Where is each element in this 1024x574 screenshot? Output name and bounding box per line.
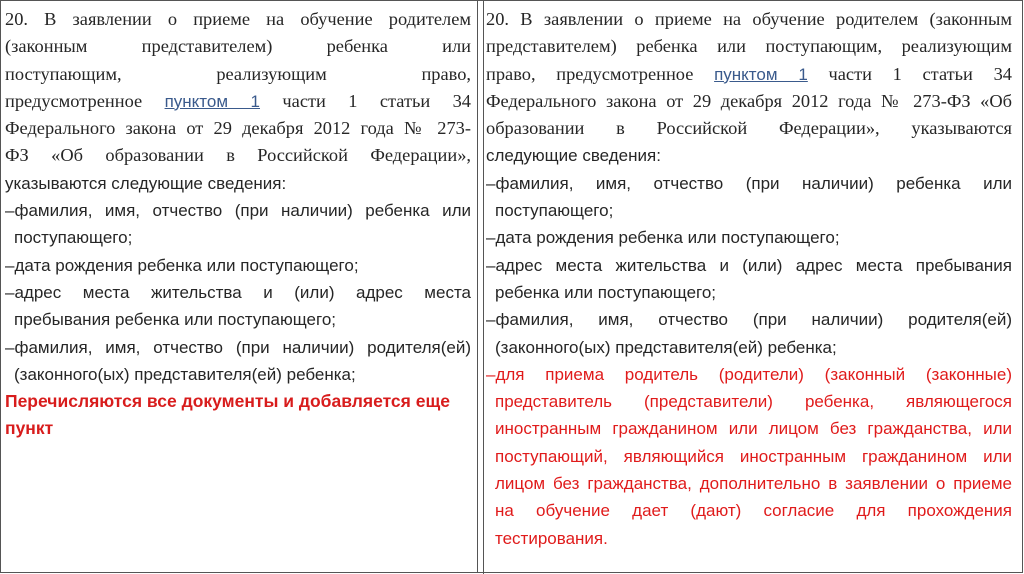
dash-marker: – (5, 282, 15, 302)
list-item-text: дата рождения ребенка или поступающего; (14, 255, 359, 275)
list-item-text: дата рождения ребенка или поступающего; (495, 228, 840, 248)
left-intro-line: 20. В заявлении о приеме на обучение родителем (5, 9, 471, 29)
new-text-column (478, 1, 1022, 572)
dash-marker: – (486, 173, 496, 193)
right-intro-fragment: право, предусмотренное (486, 63, 694, 84)
right-intro-line (486, 61, 1012, 88)
column-divider (477, 0, 484, 574)
link-punkt-1[interactable]: пунктом 1 (164, 91, 260, 111)
list-item-text: фамилия, имя, отчество (при наличии) родителя(ей) (законного(ых) представителя(ей) ребенка; (495, 310, 1012, 357)
right-intro-line: следующие сведения: (486, 146, 661, 166)
right-intro-line: 20. В заявлении о приеме на обучение родителем (законным (486, 9, 1012, 29)
left-intro-fragment: части 1 статьи 34 (282, 90, 471, 111)
left-intro-line: ФЗ «Об образовании в Российской Федерации», (5, 145, 471, 166)
dash-marker: – (5, 201, 15, 221)
left-intro-line: Федерального закона от 29 декабря 2012 года № 273- (5, 118, 471, 139)
right-intro-line: представителем) ребенка или поступающим, реализующим (486, 36, 1012, 57)
right-intro-line: Федерального закона от 29 декабря 2012 года № 273-ФЗ «Об (486, 90, 1012, 111)
list-item (5, 279, 471, 334)
dash-marker: – (5, 337, 15, 357)
list-item-text: фамилия, имя, отчество (при наличии) родителя(ей) (законного(ых) представителя(ей) ребенка; (14, 337, 471, 384)
list-item-text: для приема родитель (родители) (законный (законные) представитель (представители) ребенка, являющегося иностранным гражданином или лицом без гражданства, или поступающий, являющийся иностранным гражданином или лицом без гражданства, дополнительно в заявлении о приеме на обучение дает (дают) согласие для прохождения тестирования. (495, 364, 1012, 548)
dash-marker: – (486, 255, 496, 275)
dash-marker: – (486, 228, 496, 248)
list-item-text: адрес места жительства и (или) адрес места пребывания ребенка или поступающего; (495, 255, 1012, 302)
list-item-new (486, 361, 1012, 552)
right-intro-fragment: части 1 статьи 34 (828, 63, 1012, 84)
list-item (5, 334, 471, 389)
list-item (486, 306, 1012, 361)
left-intro-fragment: предусмотренное (5, 90, 143, 111)
editor-note: Перечисляются все документы и добавляется еще пункт (5, 391, 450, 439)
old-text-column (1, 1, 478, 572)
dash-marker: – (486, 310, 496, 330)
dash-marker: – (486, 364, 496, 384)
left-intro-line: поступающим, реализующим право, (5, 63, 471, 84)
left-intro-line: (законным представителем) ребенка или (5, 36, 471, 57)
list-item (5, 197, 471, 252)
right-intro-line: образовании в Российской Федерации», указываются (486, 118, 1012, 139)
link-punkt-1[interactable]: пунктом 1 (714, 64, 808, 84)
list-item (486, 170, 1012, 225)
list-item-text: фамилия, имя, отчество (при наличии) ребенка или поступающего; (495, 173, 1012, 221)
list-item-text: адрес места жительства и (или) адрес места пребывания ребенка или поступающего; (14, 282, 471, 330)
list-item (486, 252, 1012, 307)
left-intro-line (5, 88, 471, 115)
dash-marker: – (5, 255, 15, 275)
list-item (486, 224, 1012, 251)
left-intro-line: указываются следующие сведения: (5, 173, 287, 193)
list-item (5, 252, 471, 279)
list-item-text: фамилия, имя, отчество (при наличии) ребенка или поступающего; (14, 201, 471, 248)
